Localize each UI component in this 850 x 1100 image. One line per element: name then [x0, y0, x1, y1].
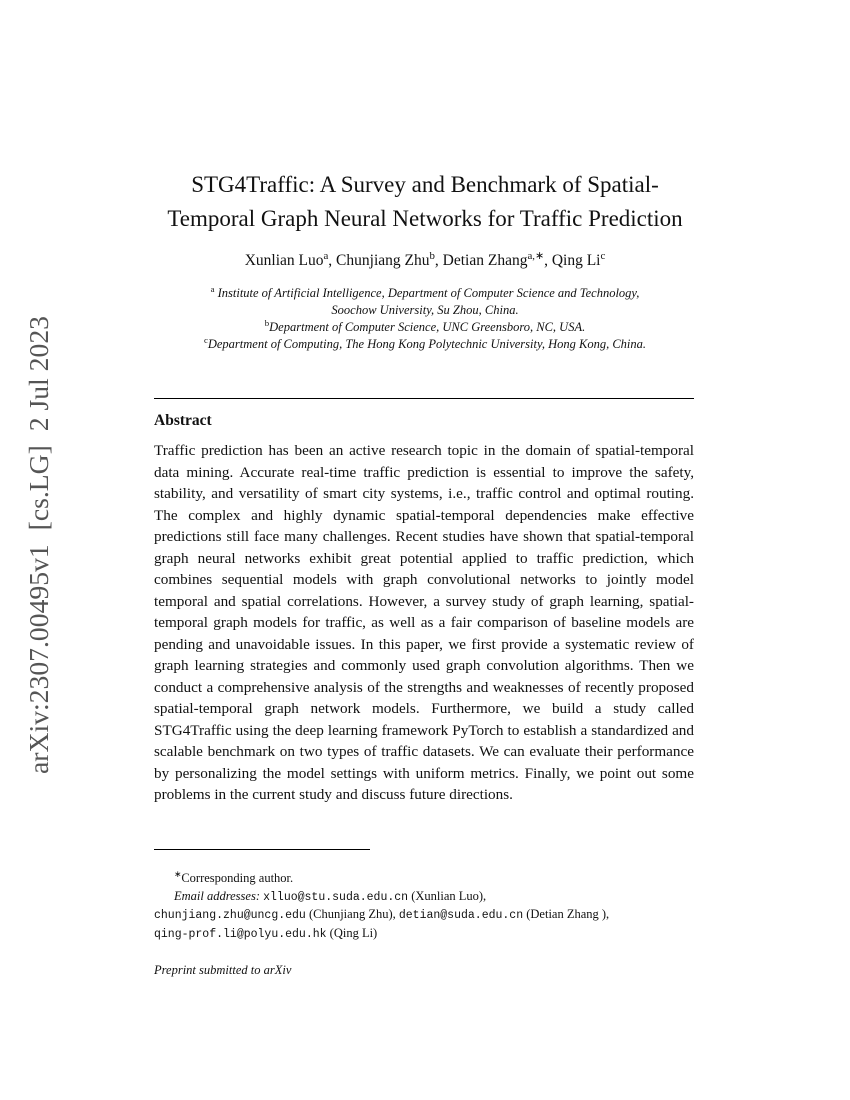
abstract-heading: Abstract [154, 412, 212, 429]
abstract-top-rule [154, 398, 694, 399]
email-link[interactable]: qing-prof.li@polyu.edu.hk [154, 927, 327, 941]
affiliation-a-cont: Soochow University, Su Zhou, China. [331, 303, 519, 317]
email-line [154, 906, 694, 925]
author-sep: , [434, 252, 443, 269]
affiliation-text: Institute of Artificial Intelligence, Department of Computer Science and Technology, [217, 286, 640, 300]
email-link[interactable]: chunjiang.zhu@uncg.edu [154, 909, 306, 922]
author-name: Detian Zhang [442, 252, 528, 269]
affiliation-text: Department of Computing, The Hong Kong Polytechnic University, Hong Kong, China. [207, 337, 647, 351]
author-sup: b [429, 249, 435, 262]
email-link[interactable]: detian@suda.edu.cn [398, 909, 524, 922]
email-owner: (Chunjiang Zhu), [308, 907, 396, 921]
preprint-note: Preprint submitted to arXiv [154, 963, 292, 977]
footnote-rule [154, 849, 370, 850]
email-owner: (Xunlian Luo), [411, 888, 487, 903]
affiliation-mark: b [264, 317, 270, 328]
author-sup: c [600, 249, 606, 262]
corresponding-text: Corresponding author. [181, 871, 294, 885]
affiliation-mark: c [203, 334, 208, 345]
author-name: Chunjiang Zhu [336, 252, 430, 269]
author-name: Qing Li [551, 252, 601, 269]
email-line [154, 925, 694, 944]
abstract-body: Traffic prediction has been an active research topic in the domain of spatial-temporal data mining. Accurate real-time traffic prediction is essential to improve the safety, stability, and versatility of smart city systems, i.e., traffic control and optimal routing. The complex and highly dynamic spatial-temporal dependencies make effective predictions still face many challenges. Recent studies have shown that spatial-temporal graph neural networks exhibit great potential applied to traffic prediction, which combines sequential models with graph convolutional networks to jointly model temporal and spatial correlations. However, a survey study of graph learning, spatial-temporal graph models for traffic, as well as a fair comparison of baseline models are pending and unavoidable issues. In this paper, we first provide a systematic review of graph learning strategies and commonly used graph convolution algorithms. Then we conduct a comprehensive analysis of the strengths and weaknesses of recently proposed spatial-temporal graph network models. Furthermore, we build a study called STG4Traffic using the deep learning framework PyTorch to establish a standardized and scalable benchmark on two types of traffic datasets. We can evaluate their performance by personalizing the model settings with uniform metrics. Finally, we point out some problems in the current study and discuss future directions. [154, 442, 694, 803]
arxiv-side-identifier-svg [14, 312, 60, 777]
author-sup: a [323, 249, 329, 262]
title-line-2: Temporal Graph Neural Networks for Traffic Prediction [167, 206, 683, 231]
footnote-mark: ∗ [174, 868, 182, 879]
email-owner: (Detian Zhang ), [526, 907, 610, 921]
affiliation-b [120, 319, 730, 336]
footnote [154, 870, 694, 943]
arxiv-id-text: arXiv:2307.00495v1 [cs.LG] 2 Jul 2023 [24, 327, 54, 774]
email-line [154, 888, 694, 907]
affiliation-c [120, 336, 730, 353]
corresponding-note [154, 870, 694, 888]
author-sep: , [544, 252, 552, 269]
author-sup: a,∗ [527, 249, 545, 262]
email-owner: (Qing Li) [329, 925, 378, 940]
author-sep: , [328, 252, 337, 269]
title-line-1: STG4Traffic: A Survey and Benchmark of Spatial- [191, 172, 659, 197]
author-list [120, 250, 730, 272]
author-name: Xunlian Luo [244, 252, 324, 269]
paper-title [120, 168, 730, 236]
arxiv-side-identifier [14, 312, 60, 777]
affiliations [120, 285, 730, 353]
affiliation-a [120, 285, 730, 302]
email-label: Email addresses: [174, 888, 260, 903]
affiliation-mark: a [210, 283, 215, 294]
email-link[interactable]: xlluo@stu.suda.edu.cn [263, 890, 409, 904]
affiliation-text: Department of Computer Science, UNC Greensboro, NC, USA. [269, 320, 586, 334]
